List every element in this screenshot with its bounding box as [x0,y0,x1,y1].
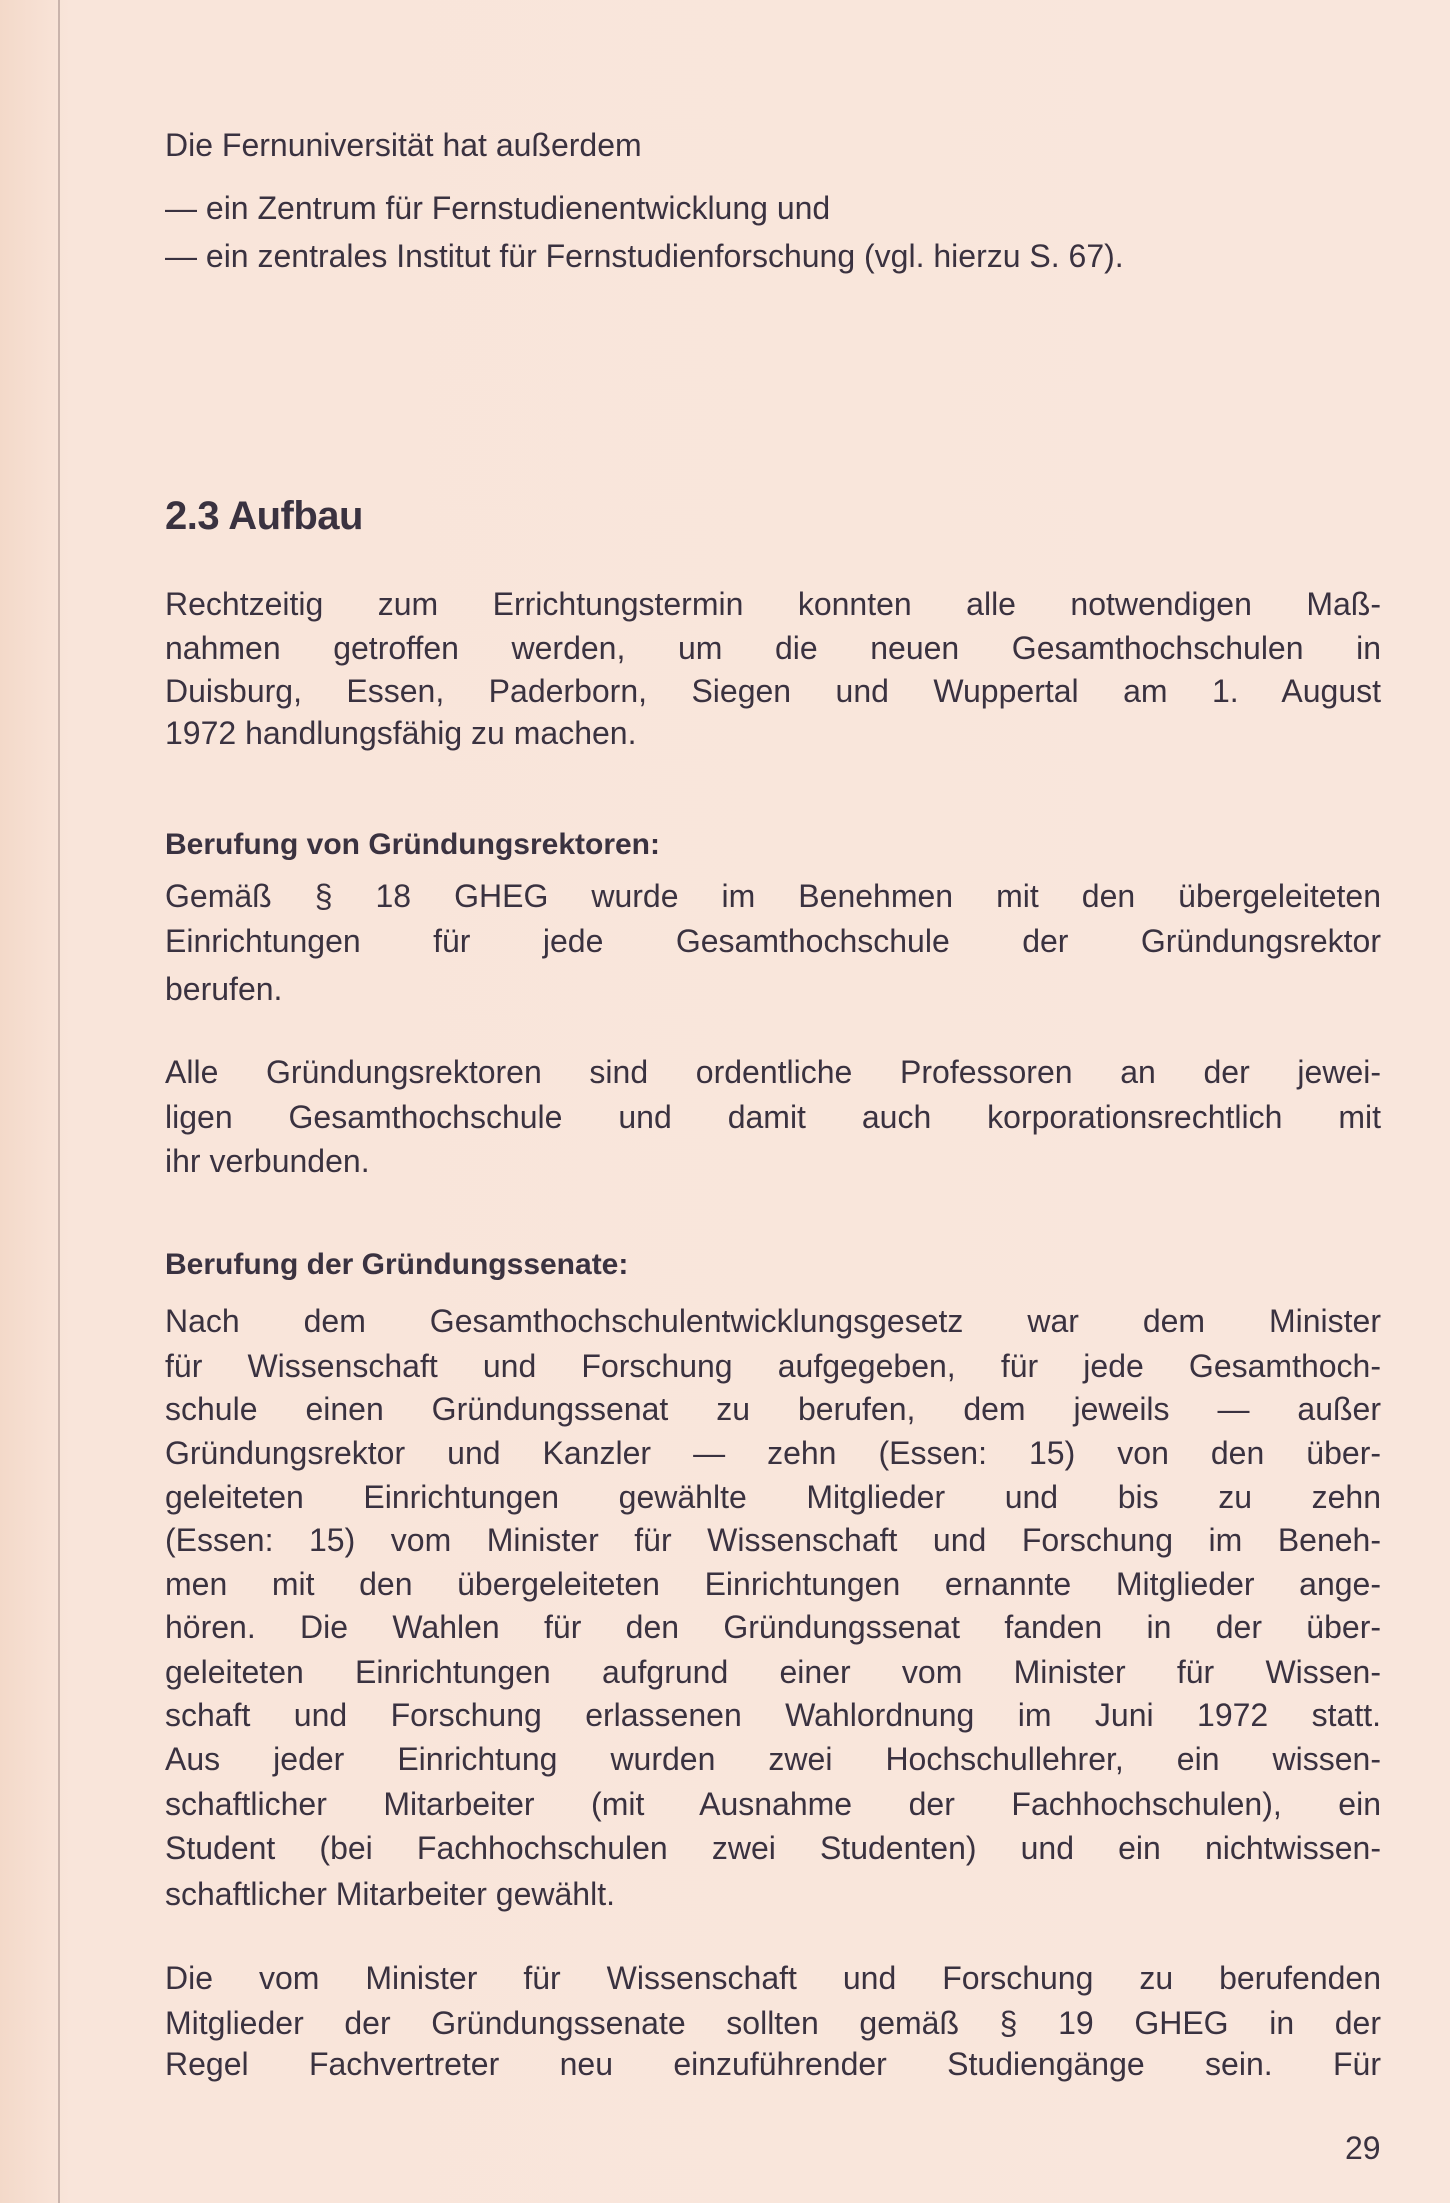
paragraph-line: men mit den übergeleiteten Einrichtungen ernannte Mitglieder ange- [165,1566,1381,1602]
paragraph-line: ihr verbunden. [165,1143,370,1179]
paragraph-line: 1972 handlungsfähig zu machen. [165,715,637,751]
paragraph-line: Die Fernuniversität hat außerdem [165,127,642,163]
paragraph-line: schaft und Forschung erlassenen Wahlordnung im Juni 1972 statt. [165,1697,1381,1733]
paragraph-line: Nach dem Gesamthochschulentwicklungsgesetz war dem Minister [165,1303,1381,1339]
subsection-heading: Berufung von Gründungsrektoren: [165,828,660,861]
paragraph-line: — ein zentrales Institut für Fernstudienforschung (vgl. hierzu S. 67). [165,238,1124,274]
paragraph-line: Gründungsrektor und Kanzler — zehn (Essen: 15) von den über- [165,1435,1381,1471]
paragraph-line: Regel Fachvertreter neu einzuführender Studiengänge sein. Für [165,2046,1381,2082]
paragraph-line: — ein Zentrum für Fernstudienentwicklung und [165,190,831,226]
paragraph-line: schule einen Gründungssenat zu berufen, dem jeweils — außer [165,1391,1381,1427]
paragraph-line: schaftlicher Mitarbeiter gewählt. [165,1876,615,1912]
paragraph-line: schaftlicher Mitarbeiter (mit Ausnahme der Fachhochschulen), ein [165,1786,1381,1822]
paragraph-line: Mitglieder der Gründungssenate sollten gemäß § 19 GHEG in der [165,2005,1381,2041]
paragraph-line: (Essen: 15) vom Minister für Wissenschaft und Forschung im Beneh- [165,1522,1381,1558]
paragraph-line: Die vom Minister für Wissenschaft und Forschung zu berufenden [165,1960,1381,1996]
paragraph-line: ligen Gesamthochschule und damit auch korporationsrechtlich mit [165,1099,1381,1135]
paragraph-line: Rechtzeitig zum Errichtungstermin konnten alle notwendigen Maß- [165,586,1381,622]
paragraph-line: berufen. [165,971,283,1007]
paragraph-line: nahmen getroffen werden, um die neuen Gesamthochschulen in [165,630,1381,666]
paragraph-line: geleiteten Einrichtungen aufgrund einer vom Minister für Wissen- [165,1654,1381,1690]
paragraph-line: für Wissenschaft und Forschung aufgegeben, für jede Gesamthoch- [165,1348,1381,1384]
page-number: 29 [1345,2130,1381,2166]
paragraph-line: Alle Gründungsrektoren sind ordentliche Professoren an der jewei- [165,1054,1381,1090]
paragraph-line: Einrichtungen für jede Gesamthochschule der Gründungsrektor [165,923,1381,959]
paragraph-line: Student (bei Fachhochschulen zwei Studenten) und ein nichtwissen- [165,1830,1381,1866]
paragraph-line: Aus jeder Einrichtung wurden zwei Hochschullehrer, ein wissen- [165,1741,1381,1777]
paragraph-line: hören. Die Wahlen für den Gründungssenat fanden in der über- [165,1609,1381,1645]
paragraph-line: geleiteten Einrichtungen gewählte Mitglieder und bis zu zehn [165,1479,1381,1515]
paragraph-line: Gemäß § 18 GHEG wurde im Benehmen mit den übergeleiteten [165,878,1381,914]
section-heading: 2.3 Aufbau [165,494,363,538]
paragraph-line: Duisburg, Essen, Paderborn, Siegen und Wuppertal am 1. August [165,673,1381,709]
subsection-heading: Berufung der Gründungssenate: [165,1248,629,1281]
page-fold-line [58,0,60,2203]
